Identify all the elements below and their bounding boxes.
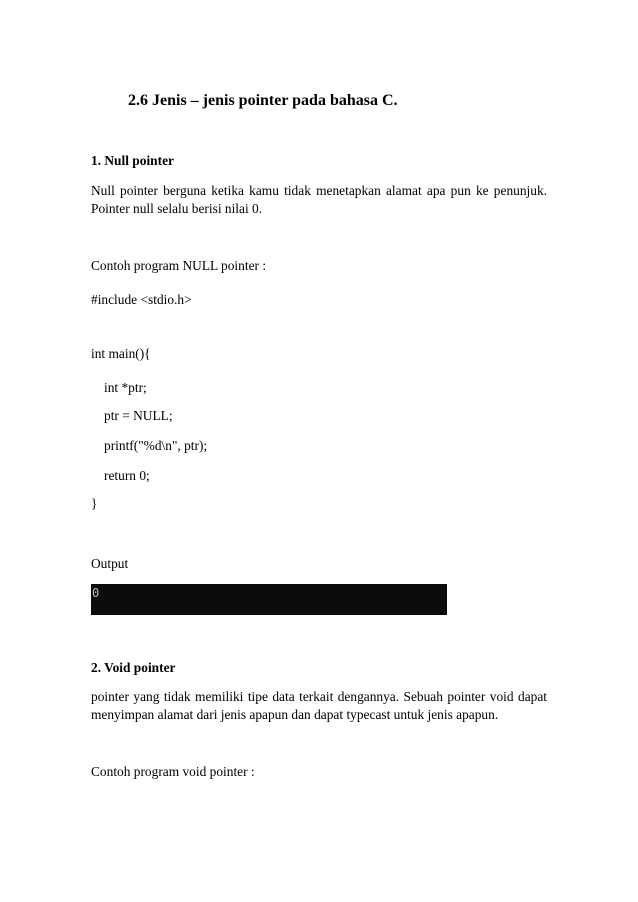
void-pointer-title: 2. Void pointer	[91, 660, 176, 675]
code-main-open: int main(){	[91, 346, 151, 361]
code-include-line: #include <stdio.h>	[91, 292, 192, 307]
output-label: Output	[91, 556, 129, 571]
console-output-text: 0	[92, 586, 100, 600]
void-example-label: Contoh program void pointer :	[91, 764, 255, 779]
code-main-close: }	[91, 496, 98, 511]
section-heading: 2.6 Jenis – jenis pointer pada bahasa C.	[128, 92, 398, 109]
code-line-4: return 0;	[104, 468, 150, 483]
console-output-screenshot	[91, 584, 447, 615]
code-line-3: printf("%d\n", ptr);	[104, 438, 208, 453]
null-pointer-title: 1. Null pointer	[91, 153, 174, 168]
null-pointer-description: Null pointer berguna ketika kamu tidak menetapkan alamat apa pun ke penunjuk. Pointer null selalu berisi nilai 0.	[91, 183, 547, 216]
void-pointer-description: pointer yang tidak memiliki tipe data terkait dengannya. Sebuah pointer void dapat menyimpan alamat dari jenis apapun dan dapat typecast untuk jenis apapun.	[91, 689, 547, 722]
code-line-2: ptr = NULL;	[104, 408, 173, 423]
code-line-1: int *ptr;	[104, 380, 147, 395]
null-example-label: Contoh program NULL pointer :	[91, 258, 267, 273]
